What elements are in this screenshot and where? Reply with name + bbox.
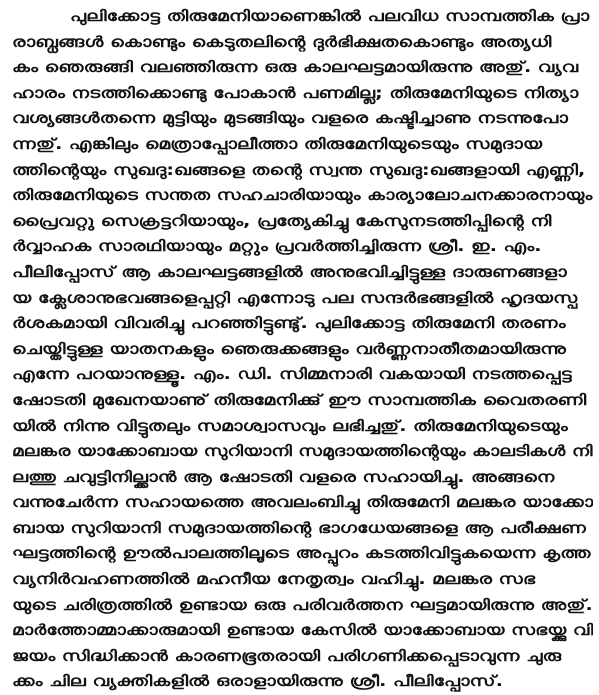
text-line: യുടെ ചരിത്രത്തിൽ ഉണ്ടായ ഒരു പരിവർത്തന ഘട്ടമായിരുന്നു അതു്.	[12, 595, 593, 614]
text-line: മലങ്കര യാക്കോബായ സുറിയാനി സമുദായത്തിന്റെയും കാലടികൾ നി	[12, 442, 593, 461]
text-line: ക്കം ചില വ്യക്തികളിൽ ഒരാളായിരുന്നു ശ്രീ. പീലിപ്പോസ്.	[12, 672, 503, 691]
text-line: ഷോടതി മുഖേനയാണു് തിരുമേനിക്കു് ഈ സാമ്പത്തിക വൈതരണി	[12, 390, 587, 409]
text-line: തിരുമേനിയുടെ സന്തത സഹചാരിയായും കാര്യാലോചനക്കാരനായും	[12, 186, 593, 205]
text-line: വന്നുചേർന്ന സഹായത്തെ അവലംബിച്ചു തിരുമേനി മലങ്കര യാക്കോ	[12, 493, 593, 512]
text-line: പുലിക്കോട്ട തിരുമേനിയാണെങ്കിൽ പലവിധ സാമ്പത്തിക പ്രാ	[70, 7, 590, 25]
text-line: പീലിപ്പോസ് ആ കാലഘട്ടങ്ങളിൽ അനുഭവിച്ചിട്ടുള്ള ദാരുണങ്ങളാ	[12, 262, 567, 281]
body-paragraph	[12, 4, 593, 695]
text-line: യിൽ നിന്നു വിട്ടുതലും സമാശ്വാസവും ലഭിച്ചതു്. തിരുമേനിയുടെയും	[12, 416, 568, 435]
text-line: ഹാരം നടത്തിക്കൊണ്ടു പോകാൻ പണമില്ല; തിരുമേനിയുടെ നിത്യാ	[12, 83, 579, 102]
text-line: വ്യനിർവഹണത്തിൽ മഹനീയ നേതൃത്വം വഹിച്ചു. മലങ്കര സഭ	[12, 570, 536, 589]
text-line: ർവ്വാഹക സാരഥിയായും മറ്റും പ്രവർത്തിച്ചിരുന്ന ശ്രീ. ഇ. എം.	[12, 237, 542, 256]
text-line: ത്തിന്റെയും സുഖദു:ഖങ്ങളെ തന്റെ സ്വന്ത സുഖദു:ഖങ്ങളായി എണ്ണി,	[12, 160, 586, 179]
text-line: ർശകമായി വിവരിച്ചു പറഞ്ഞിട്ടുണ്ടു്. പുലിക്കോട്ട തിരുമേനി തരണം	[12, 314, 566, 333]
text-line: മാർത്തോമ്മാക്കാരുമായി ഉണ്ടായ കേസിൽ യാക്കോബായ സഭയ്ക്കു വി	[12, 621, 593, 640]
text-line: ചെയ്തിട്ടുള്ള യാതനകളും ഞെരുക്കങ്ങളും വർണ്ണനാതീതമായിരുന്നു	[12, 339, 567, 358]
text-line: ബായ സുറിയാനി സമുദായത്തിന്റെ ഭാഗധേയങ്ങളെ ആ പരീക്ഷണ	[12, 518, 587, 537]
text-line: രാബ്ധങ്ങൾ കൊണ്ടും കെടുതലിന്റെ ദുർഭിക്ഷതകൊണ്ടും അത്യധി	[12, 32, 552, 51]
text-line: ഘട്ടത്തിന്റെ ഊൽപാലത്തിലൂടെ അപ്പുറം കടത്തിവിട്ടുകയെന്ന കൃത്ത	[12, 544, 591, 563]
text-line: ജയം സിദ്ധിക്കാൻ കാരണഭൂതരായി പരിഗണിക്കപ്പെടാവുന്ന ചുരു	[12, 646, 562, 665]
text-line: പ്രൈവറ്റു സെക്രട്ടറിയായും, പ്രത്യേകിച്ചു കേസുനടത്തിപ്പിന്റെ നി	[12, 211, 552, 230]
text-line: എന്നേ പറയാനുള്ളൂ. എം. ഡി. സിമ്മനാരി വകയായി നടത്തപ്പെട്ട	[12, 365, 572, 384]
text-line: വശ്യങ്ങൾതന്നെ മുട്ടിയും മുടങ്ങിയും വളരെ കഷ്ടിച്ചാണു നടന്നുപോ	[12, 109, 568, 128]
text-line: ന്നതു്. എങ്കിലും മെത്രാപ്പോലീത്താ തിരുമേനിയുടെയും സമുദായ	[12, 134, 543, 153]
text-line: യ ക്ലേശാനുഭവങ്ങളെപ്പറ്റി എന്നോടു പല സന്ദർഭങ്ങളിൽ ഹൃദയസ്പ	[12, 288, 578, 307]
text-line: ലത്തു ചവുട്ടിനില്ക്കാൻ ആ ഷോടതി വളരെ സഹായിച്ചു. അങ്ങനെ	[12, 467, 555, 486]
text-line: കം ഞെരുങ്ങി വലഞ്ഞിരുന്ന ഒരു കാലഘട്ടമായിരുന്നു അതു്. വ്യവ	[12, 58, 579, 77]
